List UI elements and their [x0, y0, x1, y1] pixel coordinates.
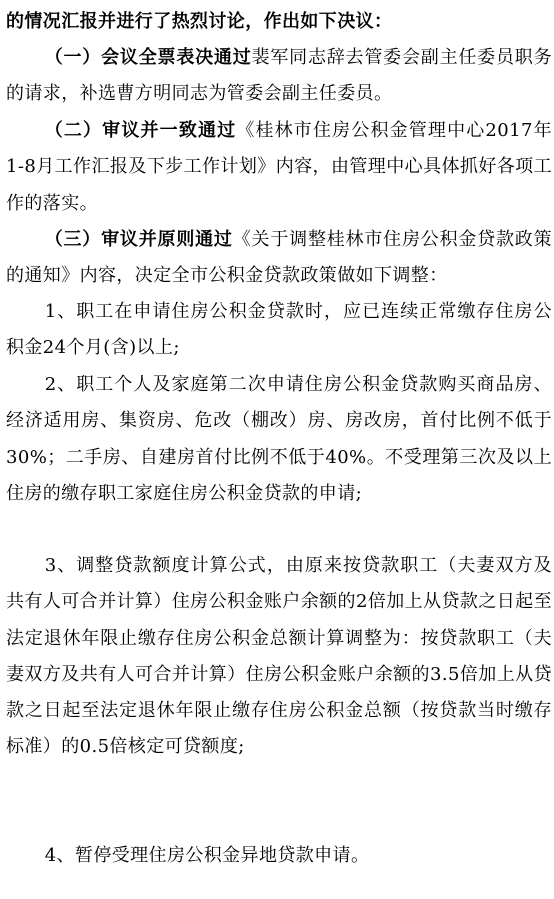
policy-item-1-text: 1、职工在申请住房公积金贷款时，应已连续正常缴存住房公积金24个月(含)以上; [6, 301, 552, 359]
policy-item-3 [6, 548, 552, 766]
decision-3-text: 《关于调整桂林市住房公积金贷款政策的通知》内容，决定全市公积金贷款政策做如下调整： [6, 229, 552, 287]
decision-1 [6, 40, 552, 113]
policy-item-4 [6, 838, 552, 874]
decision-1-text: 裴军同志辞去管委会副主任委员职务的请求，补选曹方明同志为管委会副主任委员。 [6, 47, 552, 105]
policy-item-2 [6, 367, 552, 512]
decision-2-text: 《桂林市住房公积金管理中心2017年1-8月工作汇报及下步工作计划》内容，由管理中心具体抓好各项工作的落实。 [6, 120, 552, 214]
decision-3-lead: （三）审议并原则通过 [44, 229, 233, 250]
decision-1-lead: （一）会议全票表决通过 [44, 47, 252, 68]
intro-line [6, 4, 552, 40]
decision-2-lead: （二）审议并一致通过 [44, 120, 237, 141]
policy-item-3-text: 3、调整贷款额度计算公式，由原来按贷款职工（夫妻双方及共有人可合并计算）住房公积金账户余额的2倍加上从贷款之日起至法定退休年限止缴存住房公积金总额计算调整为：按贷款职工（夫妻双方及共有人可合并计算）住房公积金账户余额的3.5倍加上从贷款之日起至法定退休年限止缴存住房公积金总额（按贷款当时缴存标准）的0.5倍核定可贷额度; [6, 555, 552, 758]
policy-item-4-text: 4、暂停受理住房公积金异地贷款申请。 [44, 845, 370, 866]
decision-3 [6, 222, 552, 295]
decision-2 [6, 113, 552, 222]
policy-item-2-text: 2、职工个人及家庭第二次申请住房公积金贷款购买商品房、经济适用房、集资房、危改（棚改）房、房改房，首付比例不低于30%；二手房、自建房首付比例不低于40%。不受理第三次及以上住房的缴存职工家庭住房公积金贷款的申请; [6, 374, 552, 504]
intro-text: 的情况汇报并进行了热烈讨论，作出如下决议： [6, 11, 393, 32]
policy-item-1 [6, 294, 552, 367]
